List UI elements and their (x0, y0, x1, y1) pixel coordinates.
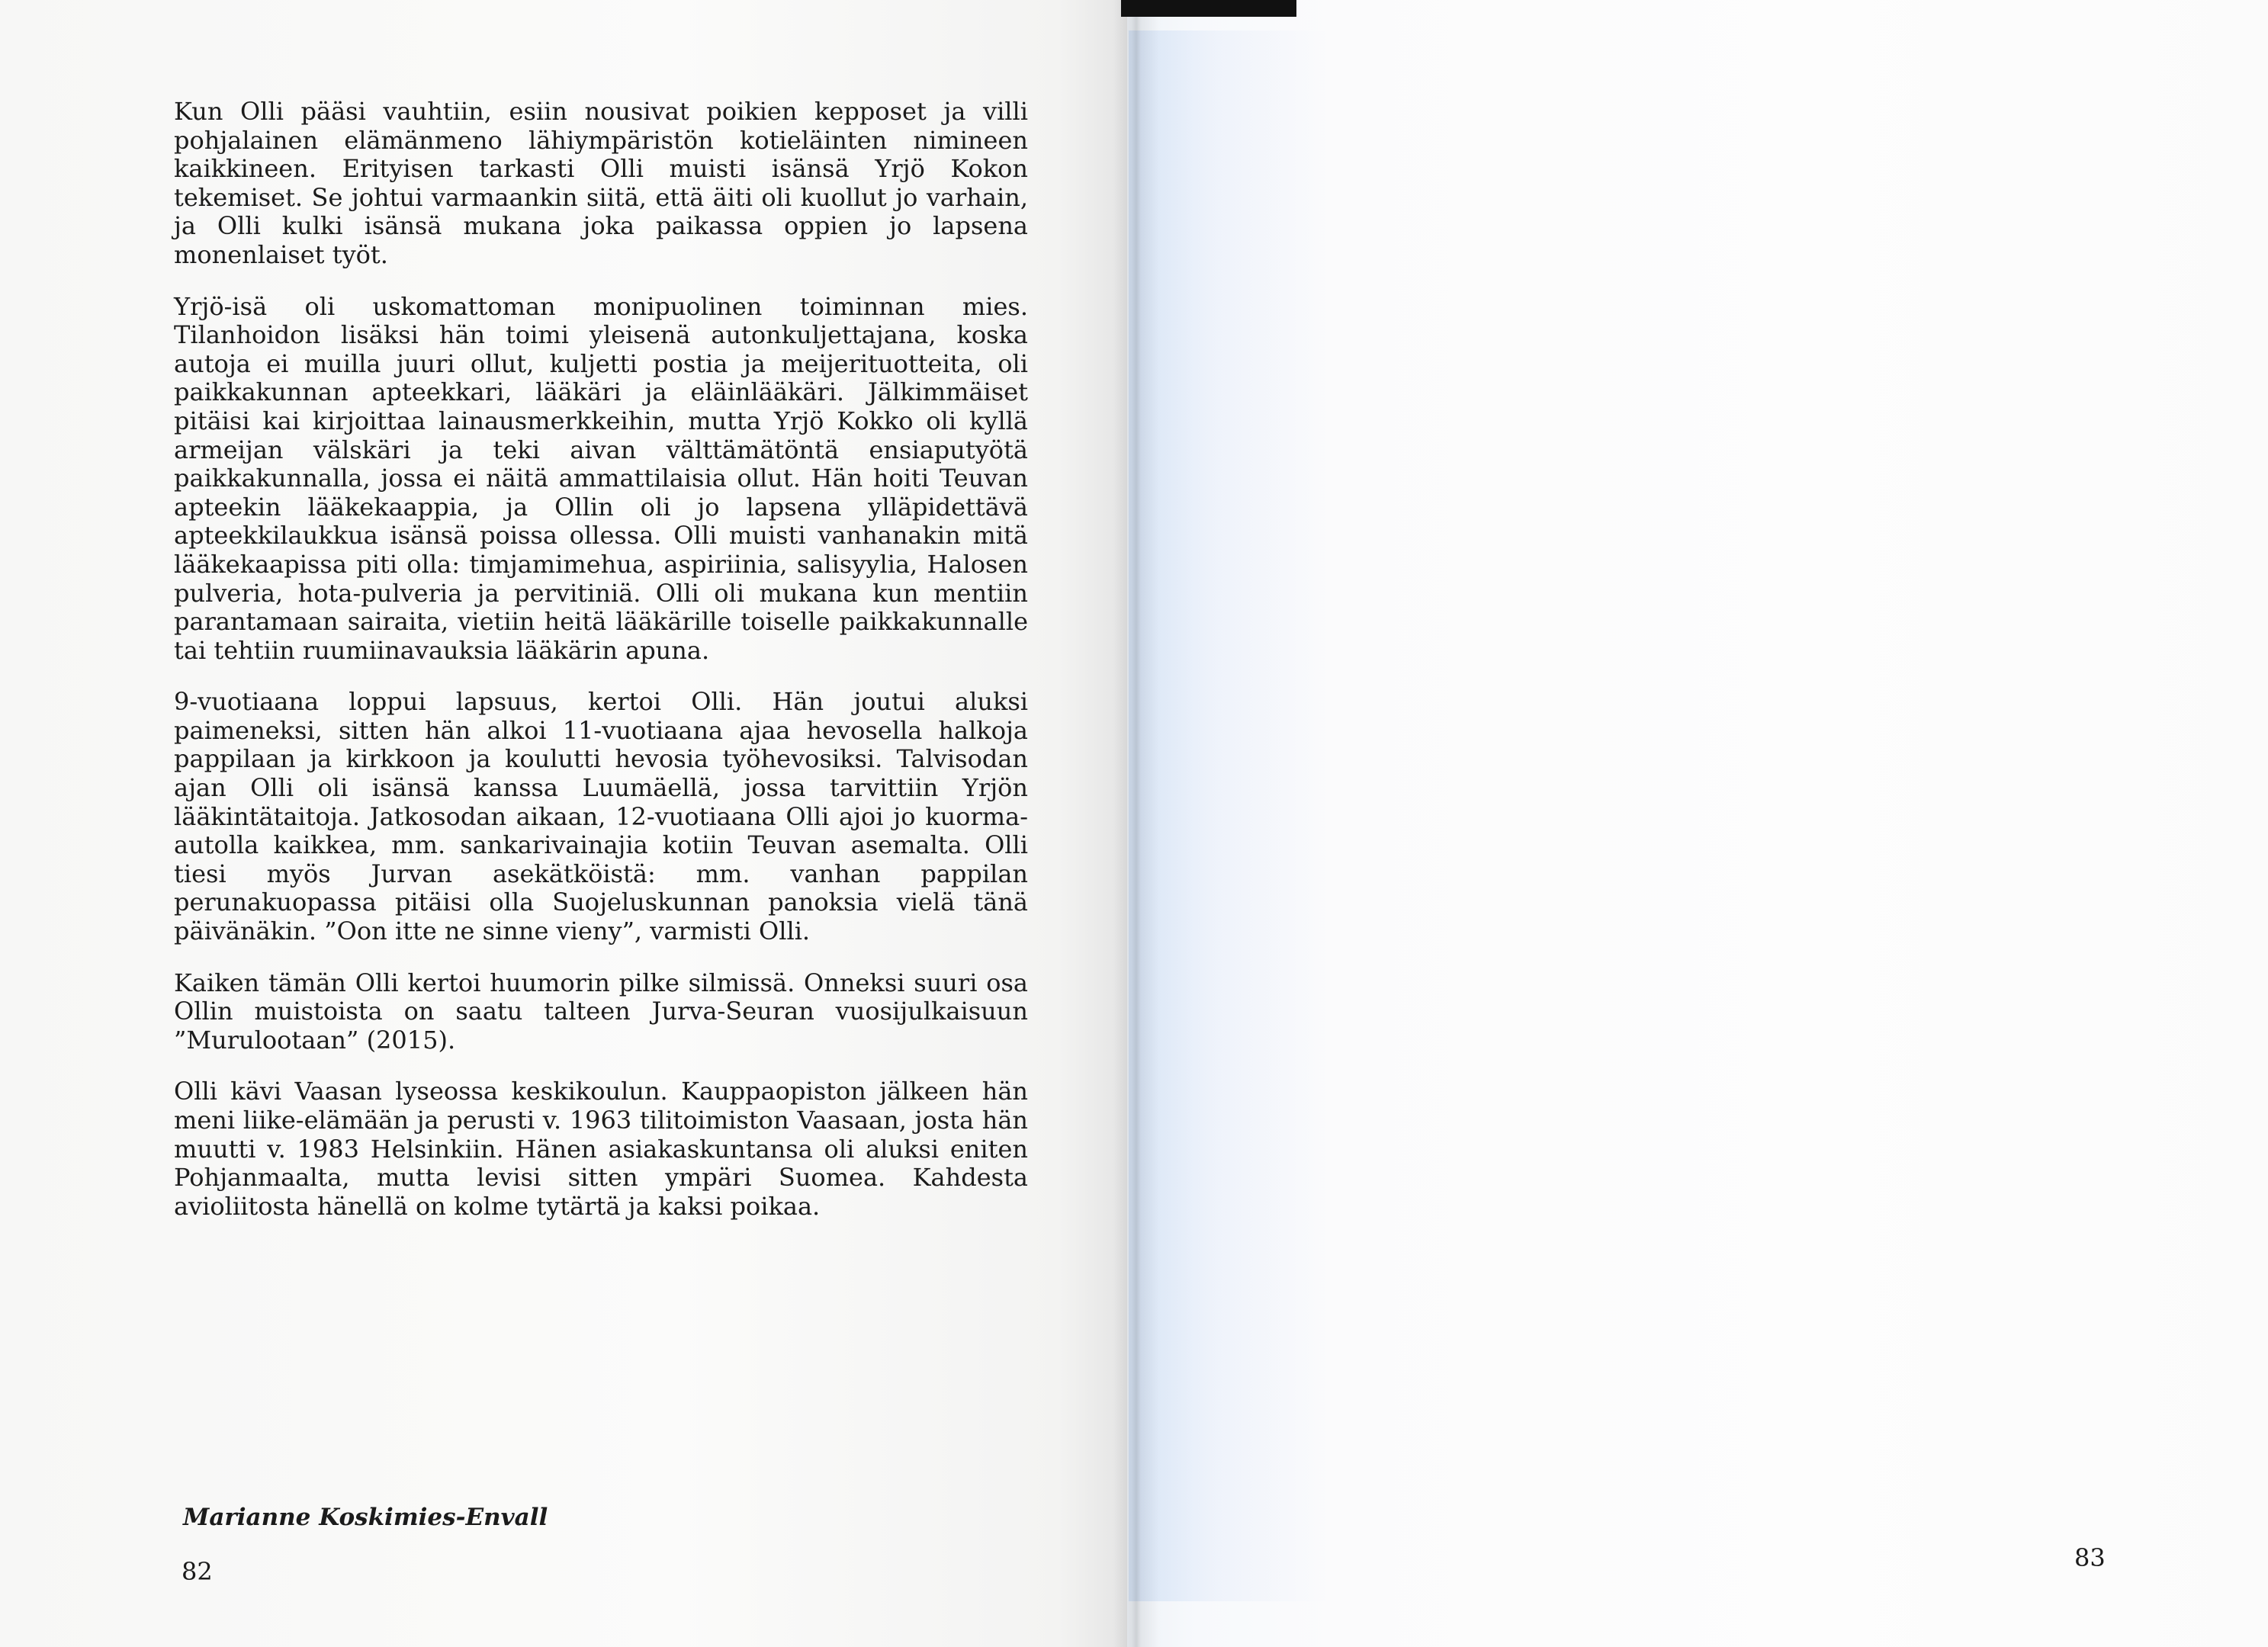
paragraph-2: Yrjö-isä oli uskomattoman monipuolinen toiminnan mies. Tilanhoidon lisäksi hän toimi yleisenä autonkuljettajana, koska autoja ei muilla juuri ollut, kuljetti postia ja meijerituotteita, oli paikkakunnan apteekkari, lääkäri ja eläinlääkäri. Jälkimmäiset pitäisi kai kirjoittaa lainausmerkkeihin, mutta Yrjö Kokko oli kyllä armeijan välskäri ja teki aivan välttämätöntä ensiaputyötä paikkakunnalla, jossa ei näitä ammattilaisia ollut. Hän hoiti Teuvan apteekin lääkekaappia, ja Ollin oli jo lapsena ylläpidettävä apteekkilaukkua isänsä poissa ollessa. Olli muisti vanhanakin mitä lääkekaapissa piti olla: timjamimehua, aspiriinia, salisyylia, Halosen pulveria, hota-pulveria ja pervitiniä. Olli oli mukana kun mentiin parantamaan sairaita, vietiin heitä lääkärille toiselle paikkakunnalle tai tehtiin ruumiinavauksia lääkärin apuna. (174, 291, 1028, 665)
paragraph-1: Kun Olli pääsi vauhtiin, esiin nousivat poikien kepposet ja villi pohjalainen elämänmeno lähiympäristön kotieläinten nimineen kaikkineen. Erityisen tarkasti Olli muisti isänsä Yrjö Kokon tekemiset. Se johtui varmaankin siitä, että äiti oli kuollut jo varhain, ja Olli kulki isänsä mukana joka paikassa oppien jo lapsena monenlaiset työt. (174, 97, 1028, 269)
article-body (174, 98, 1028, 1244)
page-number-right: 83 (2074, 1543, 2106, 1572)
scanner-edge (1121, 0, 1296, 17)
paragraph-4: Kaiken tämän Olli kertoi huumorin pilke silmissä. Onneksi suuri osa Ollin muistoista on saatu talteen Jurva-Seuran vuosijulkaisuun ”Murulootaan” (2015). (174, 968, 1028, 1055)
paragraph-5: Olli kävi Vaasan lyseossa keskikoulun. Kauppaopiston jälkeen hän meni liike-elämään ja perusti v. 1963 tilitoimiston Vaasaan, josta hän muutti v. 1983 Helsinkiin. Hänen asiakaskuntansa oli aluksi eniten Pohjanmaalta, mutta levisi sitten ympäri Suomea. Kahdesta avioliitosta hänellä on kolme tytärtä ja kaksi poikaa. (174, 1077, 1028, 1221)
book-gutter (1113, 0, 1159, 1647)
left-page (0, 0, 1127, 1647)
page-number-left: 82 (182, 1557, 213, 1586)
author-signature: Marianne Koskimies-Envall (183, 1504, 548, 1531)
paragraph-3: 9-vuotiaana loppui lapsuus, kertoi Olli. Hän joutui aluksi paimeneksi, sitten hän alkoi 11-vuotiaana ajaa hevosella halkoja pappilaan ja kirkkoon ja koulutti hevosia työhevosiksi. Talvisodan ajan Olli oli isänsä kanssa Luumäellä, jossa tarvittiin Yrjön lääkintätaitoja. Jatkosodan aikaan, 12-vuotiaana Olli ajoi jo kuorma-autolla kaikkea, mm. sankarivainajia kotiin Teuvan asemalta. Olli tiesi myös Jurvan asekätköistä: mm. vanhan pappilan perunakuopassa pitäisi olla Suojeluskunnan panoksia vielä tänä päivänäkin. ”Oon itte ne sinne vieny”, varmisti Olli. (174, 687, 1028, 946)
